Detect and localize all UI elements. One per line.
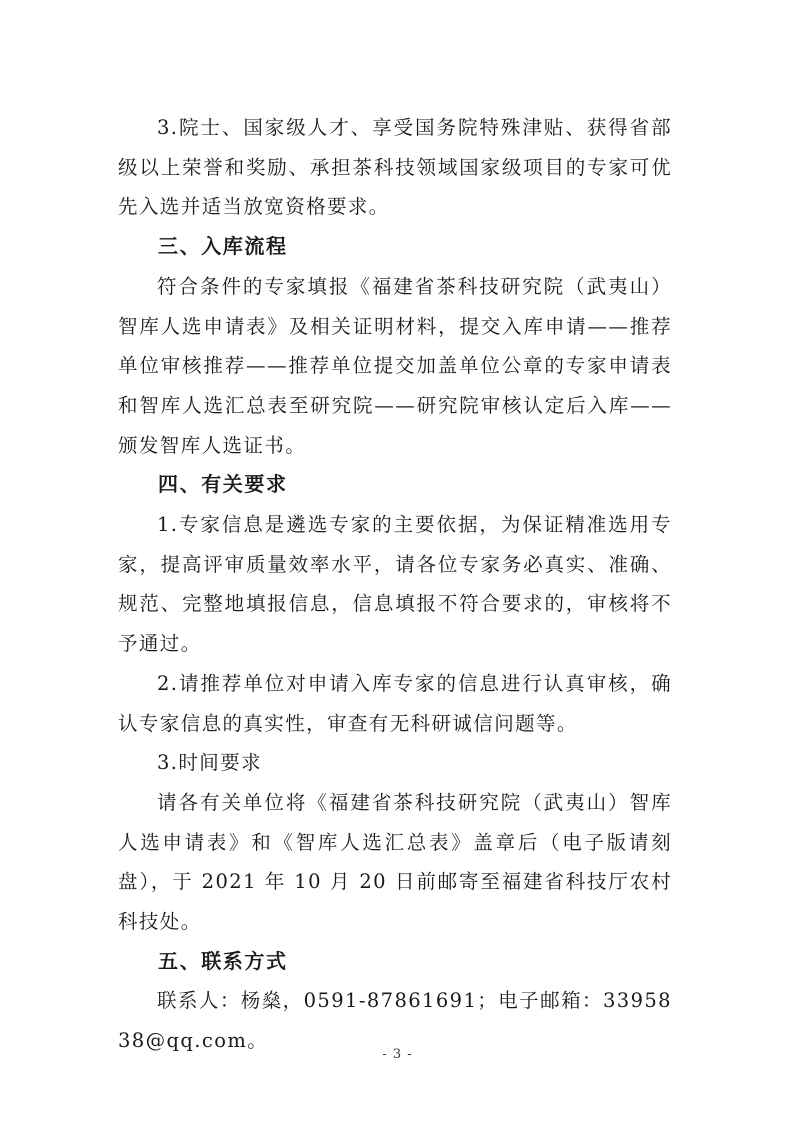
paragraph-requirement-3-title: 3.时间要求 xyxy=(157,751,263,775)
document-body xyxy=(118,108,672,1061)
section-heading-contact: 五、联系方式 xyxy=(158,948,288,973)
paragraph-requirement-3-detail: 请各有关单位将《福建省茶科技研究院（武夷山）智库人选申请表》和《智库人选汇总表》盖章后（电子版请刻盘），于 2021 年 10 月 20 日前邮寄至福建省科技厅农村科技处。 xyxy=(118,790,672,934)
paragraph-requirement-2: 2.请推荐单位对申请入库专家的信息进行认真审核，确认专家信息的真实性，审查有无科研诚信问题等。 xyxy=(118,671,672,735)
paragraph-priority-experts: 3.院士、国家级人才、享受国务院特殊津贴、获得省部级以上荣誉和奖励、承担茶科技领域国家级项目的专家可优先入选并适当放宽资格要求。 xyxy=(118,116,672,219)
page-number: - 3 - xyxy=(382,1047,413,1062)
paragraph-requirement-1: 1.专家信息是遴选专家的主要依据，为保证精准选用专家，提高评审质量效率水平，请各位专家务必真实、准确、规范、完整地填报信息，信息填报不符合要求的，审核将不予通过。 xyxy=(118,513,672,656)
paragraph-process: 符合条件的专家填报《福建省茶科技研究院（武夷山）智库人选申请表》及相关证明材料，提交入库申请——推荐单位审核推荐——推荐单位提交加盖单位公章的专家申请表和智库人选汇总表至研究院——研究院审核认定后入库——颁发智库人选证书。 xyxy=(118,274,672,457)
section-heading-process: 三、入库流程 xyxy=(158,234,288,259)
paragraph-contact: 联系人：杨燊，0591-87861691；电子邮箱：3395838@qq.com。 xyxy=(118,989,672,1053)
section-heading-requirements: 四、有关要求 xyxy=(158,472,288,497)
